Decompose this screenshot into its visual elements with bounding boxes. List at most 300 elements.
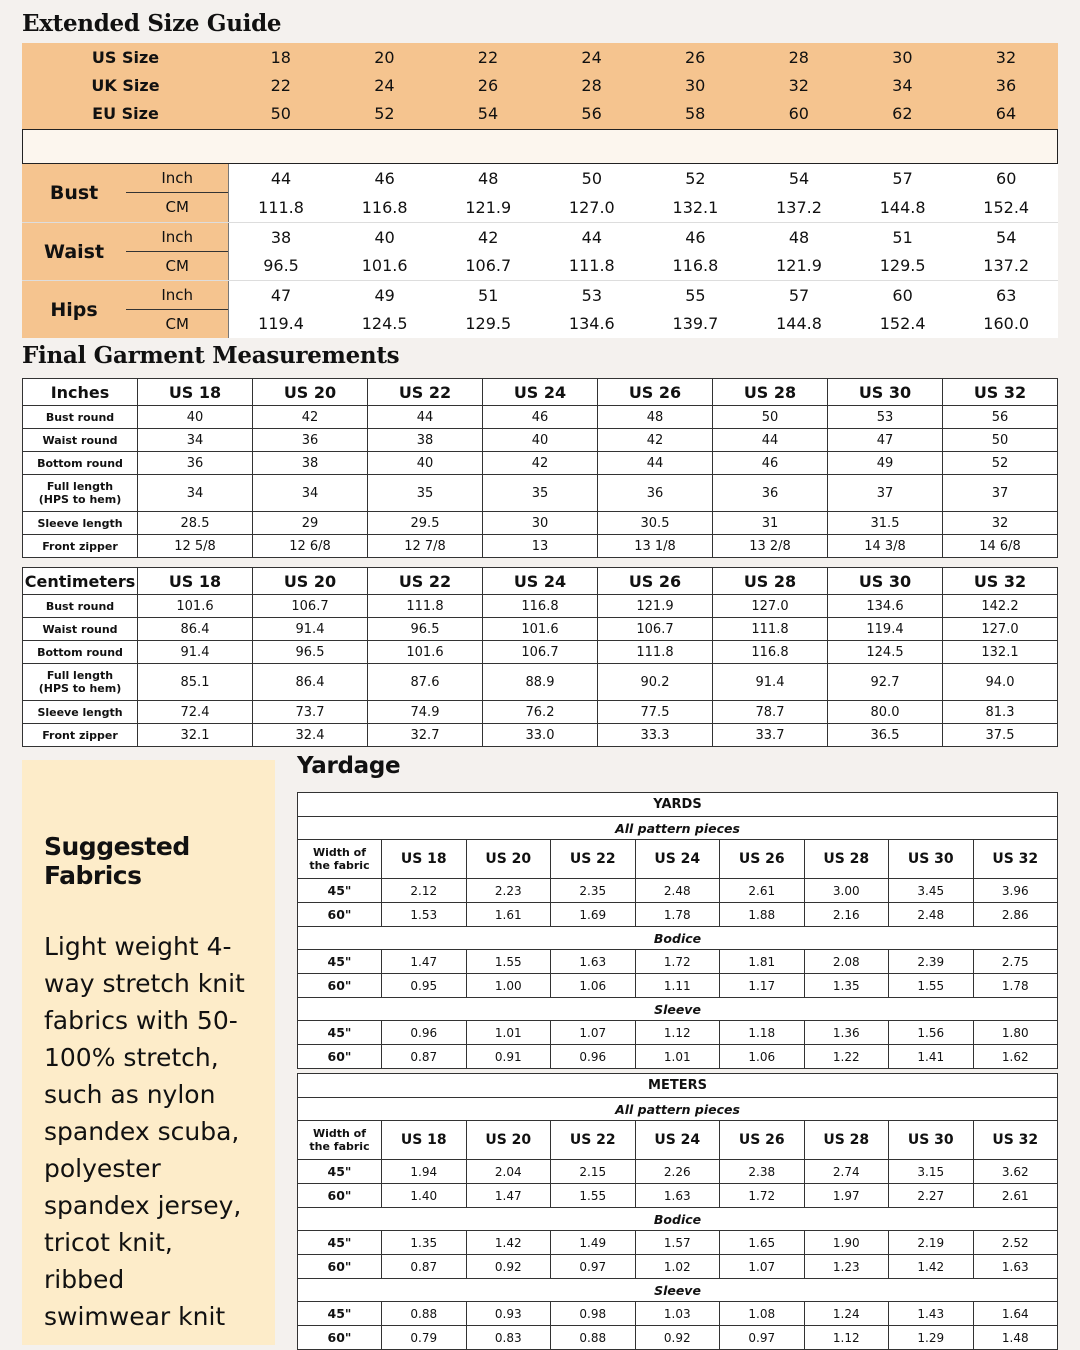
table-row xyxy=(298,1045,1058,1069)
table-cell: 2.75 xyxy=(973,950,1058,974)
table-cell: 1.35 xyxy=(382,1231,467,1255)
measurement-values xyxy=(228,223,1058,280)
table-cell: 36 xyxy=(598,475,713,512)
table-cell: 42 xyxy=(253,406,368,429)
row-label-text: Bottom round xyxy=(37,456,123,470)
table-row xyxy=(298,903,1058,927)
row-label-text: Waist round xyxy=(42,433,118,447)
table-cell: 1.63 xyxy=(551,950,636,974)
row-label-subtext: (HPS to hem) xyxy=(38,493,122,506)
table-row xyxy=(23,618,1058,641)
row-label-text: Waist round xyxy=(42,622,118,636)
measurement-value: 57 xyxy=(788,285,810,305)
row-label xyxy=(23,664,138,701)
size-heading: US 24 xyxy=(635,1121,720,1160)
table-cell: 42 xyxy=(483,452,598,475)
measurement-value: 38 xyxy=(270,227,292,247)
measurement-row xyxy=(229,223,1058,252)
table-cell: 2.04 xyxy=(466,1160,551,1184)
size-value: 50 xyxy=(270,103,291,123)
unit-label: Inch xyxy=(126,223,228,252)
measurement-values xyxy=(228,281,1058,338)
table-cell: 1.64 xyxy=(973,1302,1058,1326)
table-cell: 47 xyxy=(828,429,943,452)
unit-label: CM xyxy=(165,315,189,333)
measurement-units xyxy=(126,281,228,338)
fabric-width: 60" xyxy=(298,903,382,927)
table-cell: 0.79 xyxy=(382,1326,467,1350)
table-cell: 33.3 xyxy=(598,724,713,747)
table-cell: 38 xyxy=(253,452,368,475)
size-row xyxy=(22,71,1058,99)
size-heading: US 26 xyxy=(598,568,713,595)
fabric-width: 60" xyxy=(298,1326,382,1350)
table-cell: 1.12 xyxy=(635,1021,720,1045)
section-heading: Bodice xyxy=(298,1208,1058,1231)
section-heading: Bodice xyxy=(298,927,1058,950)
table-cell: 78.7 xyxy=(713,701,828,724)
measurement-value: 55 xyxy=(685,285,706,305)
table-row xyxy=(298,974,1058,998)
measurement-name: Bust xyxy=(22,164,126,222)
row-label xyxy=(23,641,138,664)
table-row xyxy=(298,1160,1058,1184)
size-value: 26 xyxy=(684,47,706,67)
row-label-text: Bottom round xyxy=(37,645,123,659)
table-cell: 76.2 xyxy=(483,701,598,724)
size-heading: US 30 xyxy=(828,568,943,595)
table-cell: 2.48 xyxy=(889,903,974,927)
size-heading: US 18 xyxy=(382,840,467,879)
measurement-units xyxy=(126,223,228,280)
yardage-yards-table xyxy=(297,792,1058,1069)
table-cell: 12 6/8 xyxy=(253,535,368,558)
row-label xyxy=(23,535,138,558)
size-heading: US 22 xyxy=(368,568,483,595)
table-cell: 111.8 xyxy=(713,618,828,641)
row-label xyxy=(23,701,138,724)
table-cell: 116.8 xyxy=(713,641,828,664)
table-cell: 1.62 xyxy=(973,1045,1058,1069)
measurement-value: 47 xyxy=(270,285,292,305)
table-row xyxy=(23,701,1058,724)
size-row xyxy=(22,99,1058,127)
table-header-row xyxy=(23,379,1058,406)
size-value: 32 xyxy=(788,75,809,95)
table-cell: 50 xyxy=(943,429,1058,452)
table-cell: 80.0 xyxy=(828,701,943,724)
table-cell: 1.36 xyxy=(804,1021,889,1045)
table-cell: 28.5 xyxy=(138,512,253,535)
size-heading: US 20 xyxy=(466,1121,551,1160)
size-heading: US 26 xyxy=(598,379,713,406)
table-cell: 37.5 xyxy=(943,724,1058,747)
table-cell: 46 xyxy=(483,406,598,429)
table-cell: 33.0 xyxy=(483,724,598,747)
size-row-label: US Size xyxy=(91,47,160,67)
table-cell: 73.7 xyxy=(253,701,368,724)
size-value: 62 xyxy=(892,103,913,123)
table-cell: 1.12 xyxy=(804,1326,889,1350)
size-heading: US 32 xyxy=(973,840,1058,879)
size-value: 26 xyxy=(477,75,499,95)
table-cell: 96.5 xyxy=(253,641,368,664)
table-cell: 34 xyxy=(138,429,253,452)
measurement-value: 116.8 xyxy=(672,256,719,276)
measurement-value: 144.8 xyxy=(776,314,822,334)
measurement-value: 40 xyxy=(374,227,395,247)
measurement-name: Hips xyxy=(22,281,126,338)
size-value: 24 xyxy=(374,75,395,95)
size-row xyxy=(22,43,1058,71)
table-cell: 34 xyxy=(138,475,253,512)
table-cell: 85.1 xyxy=(138,664,253,701)
table-cell: 0.91 xyxy=(466,1045,551,1069)
table-cell: 14 6/8 xyxy=(943,535,1058,558)
table-cell: 36 xyxy=(713,475,828,512)
table-row xyxy=(298,1326,1058,1350)
table-cell: 101.6 xyxy=(368,641,483,664)
table-cell: 33.7 xyxy=(713,724,828,747)
measurement-value: 144.8 xyxy=(879,198,926,217)
table-cell: 1.43 xyxy=(889,1302,974,1326)
garment-centimeters-table xyxy=(22,567,1058,747)
table-cell: 2.27 xyxy=(889,1184,974,1208)
table-cell: 1.55 xyxy=(466,950,551,974)
table-cell: 2.23 xyxy=(466,879,551,903)
measurement-value: 121.9 xyxy=(465,198,512,217)
measurement-value: 49 xyxy=(374,285,395,305)
table-cell: 1.41 xyxy=(889,1045,974,1069)
table-cell: 48 xyxy=(598,406,713,429)
table-cell: 91.4 xyxy=(138,641,253,664)
measurement-value: 152.4 xyxy=(983,198,1030,217)
unit-label: Inch xyxy=(126,164,228,193)
size-heading: US 32 xyxy=(943,568,1058,595)
unit-heading: METERS xyxy=(298,1074,1058,1098)
table-cell: 1.65 xyxy=(720,1231,805,1255)
table-cell: 0.88 xyxy=(382,1302,467,1326)
size-heading: US 28 xyxy=(804,1121,889,1160)
table-cell: 56 xyxy=(943,406,1058,429)
measurement-value: 127.0 xyxy=(568,198,615,217)
table-cell: 72.4 xyxy=(138,701,253,724)
table-cell: 32.7 xyxy=(368,724,483,747)
row-label xyxy=(23,595,138,618)
yardage-meters-table xyxy=(297,1073,1058,1350)
table-cell: 2.74 xyxy=(804,1160,889,1184)
size-heading: US 24 xyxy=(483,568,598,595)
size-value: 52 xyxy=(374,103,395,123)
table-cell: 50 xyxy=(713,406,828,429)
size-heading: US 28 xyxy=(713,568,828,595)
table-cell: 86.4 xyxy=(253,664,368,701)
size-value: 36 xyxy=(995,75,1017,95)
size-heading: US 30 xyxy=(889,1121,974,1160)
table-cell: 0.95 xyxy=(382,974,467,998)
table-cell: 1.18 xyxy=(720,1021,805,1045)
measurement-value: 51 xyxy=(892,227,913,247)
measurement-value: 57 xyxy=(892,169,913,188)
size-value: 34 xyxy=(892,75,913,95)
table-cell: 1.48 xyxy=(973,1326,1058,1350)
size-heading: US 18 xyxy=(382,1121,467,1160)
table-cell: 31 xyxy=(713,512,828,535)
table-row xyxy=(298,1302,1058,1326)
table-row xyxy=(23,475,1058,512)
table-cell: 1.08 xyxy=(720,1302,805,1326)
table-cell: 2.52 xyxy=(973,1231,1058,1255)
fabric-width: 45" xyxy=(298,879,382,903)
size-value: 18 xyxy=(270,47,291,67)
body-measurements-table xyxy=(22,164,1058,338)
suggested-fabrics-title: Suggested Fabrics xyxy=(44,832,190,890)
table-cell: 2.26 xyxy=(635,1160,720,1184)
table-cell: 2.08 xyxy=(804,950,889,974)
measurement-row xyxy=(229,252,1058,281)
unit-row xyxy=(298,1074,1058,1098)
table-cell: 119.4 xyxy=(828,618,943,641)
measurement-group xyxy=(22,280,1058,338)
table-cell: 0.92 xyxy=(635,1326,720,1350)
width-label xyxy=(298,840,382,879)
table-cell: 2.86 xyxy=(973,903,1058,927)
table-cell: 1.72 xyxy=(720,1184,805,1208)
size-conversion-header xyxy=(22,43,1058,129)
suggested-fabrics-panel xyxy=(22,760,275,1345)
table-cell: 1.47 xyxy=(466,1184,551,1208)
measurement-value: 134.6 xyxy=(568,314,615,334)
table-cell: 91.4 xyxy=(713,664,828,701)
size-value: 54 xyxy=(477,103,499,123)
measurement-value: 46 xyxy=(685,227,706,247)
row-label-text: Full length xyxy=(46,669,114,682)
table-cell: 101.6 xyxy=(138,595,253,618)
table-cell: 1.94 xyxy=(382,1160,467,1184)
table-cell: 30.5 xyxy=(598,512,713,535)
section-row xyxy=(298,817,1058,840)
section-row xyxy=(298,1098,1058,1121)
unit-heading: YARDS xyxy=(298,793,1058,817)
measurement-value: 129.5 xyxy=(879,256,926,276)
table-cell: 32.1 xyxy=(138,724,253,747)
table-cell: 94.0 xyxy=(943,664,1058,701)
table-cell: 13 xyxy=(483,535,598,558)
table-cell: 42 xyxy=(598,429,713,452)
table-cell: 14 3/8 xyxy=(828,535,943,558)
table-cell: 1.55 xyxy=(889,974,974,998)
unit-label: CM xyxy=(165,257,189,275)
fabric-width: 60" xyxy=(298,974,382,998)
row-label xyxy=(23,475,138,512)
row-label-text: Full length xyxy=(46,480,114,493)
table-cell: 106.7 xyxy=(483,641,598,664)
size-heading: US 22 xyxy=(551,1121,636,1160)
table-cell: 1.61 xyxy=(466,903,551,927)
table-cell: 1.07 xyxy=(551,1021,636,1045)
table-cell: 1.42 xyxy=(466,1231,551,1255)
table-cell: 2.35 xyxy=(551,879,636,903)
measurement-value: 44 xyxy=(270,169,292,188)
table-row xyxy=(23,452,1058,475)
table-cell: 1.01 xyxy=(635,1045,720,1069)
fabric-width: 45" xyxy=(298,1160,382,1184)
table-cell: 1.11 xyxy=(635,974,720,998)
table-cell: 1.80 xyxy=(973,1021,1058,1045)
table-row xyxy=(298,950,1058,974)
size-heading: US 32 xyxy=(973,1121,1058,1160)
table-row xyxy=(23,595,1058,618)
width-label-subtext: the fabric xyxy=(309,1140,370,1153)
measurement-value: 139.7 xyxy=(672,314,719,334)
table-cell: 29 xyxy=(253,512,368,535)
section-heading: Sleeve xyxy=(298,998,1058,1021)
row-label-text: Front zipper xyxy=(42,539,118,553)
size-value: 28 xyxy=(581,75,602,95)
size-row-label: UK Size xyxy=(91,75,160,95)
measurement-units xyxy=(126,164,228,222)
measurement-value: 152.4 xyxy=(879,314,926,334)
measurement-row xyxy=(229,193,1058,222)
table-cell: 30 xyxy=(483,512,598,535)
row-label xyxy=(23,406,138,429)
table-cell: 2.15 xyxy=(551,1160,636,1184)
measurement-value: 50 xyxy=(581,169,602,188)
table-cell: 106.7 xyxy=(253,595,368,618)
size-heading: US 22 xyxy=(368,379,483,406)
table-row xyxy=(298,879,1058,903)
table-cell: 127.0 xyxy=(713,595,828,618)
measurement-value: 54 xyxy=(996,227,1017,247)
table-cell: 77.5 xyxy=(598,701,713,724)
table-cell: 1.88 xyxy=(720,903,805,927)
size-heading: US 28 xyxy=(804,840,889,879)
table-cell: 111.8 xyxy=(598,641,713,664)
table-cell: 1.57 xyxy=(635,1231,720,1255)
final-garment-title: Final Garment Measurements xyxy=(22,342,400,369)
size-value: 22 xyxy=(270,75,291,95)
table-cell: 0.97 xyxy=(551,1255,636,1279)
table-cell: 12 7/8 xyxy=(368,535,483,558)
size-value: 24 xyxy=(581,47,602,67)
table-cell: 2.12 xyxy=(382,879,467,903)
table-cell: 3.96 xyxy=(973,879,1058,903)
size-heading: US 18 xyxy=(138,568,253,595)
size-value: 30 xyxy=(684,75,706,95)
table-cell: 1.06 xyxy=(551,974,636,998)
measurement-row xyxy=(229,310,1058,339)
table-cell: 0.92 xyxy=(466,1255,551,1279)
size-row-label: EU Size xyxy=(92,103,159,123)
table-cell: 124.5 xyxy=(828,641,943,664)
unit-heading: Inches xyxy=(23,379,138,406)
table-cell: 90.2 xyxy=(598,664,713,701)
measurement-value: 63 xyxy=(996,285,1017,305)
size-heading: US 20 xyxy=(466,840,551,879)
table-cell: 127.0 xyxy=(943,618,1058,641)
table-cell: 0.96 xyxy=(382,1021,467,1045)
table-cell: 44 xyxy=(368,406,483,429)
size-value: 32 xyxy=(995,47,1017,67)
table-row xyxy=(23,664,1058,701)
measurement-value: 48 xyxy=(788,227,810,247)
measurement-value: 121.9 xyxy=(776,256,822,276)
row-label xyxy=(23,724,138,747)
table-cell: 1.29 xyxy=(889,1326,974,1350)
measurement-row xyxy=(229,281,1058,310)
table-cell: 87.6 xyxy=(368,664,483,701)
section-row xyxy=(298,998,1058,1021)
table-cell: 32.4 xyxy=(253,724,368,747)
table-header-row xyxy=(298,840,1058,879)
table-cell: 1.00 xyxy=(466,974,551,998)
table-header-row xyxy=(298,1121,1058,1160)
table-cell: 40 xyxy=(368,452,483,475)
unit-label: CM xyxy=(165,198,189,216)
table-cell: 1.90 xyxy=(804,1231,889,1255)
table-cell: 0.87 xyxy=(382,1045,467,1069)
measurement-value: 106.7 xyxy=(465,256,512,276)
row-label xyxy=(23,512,138,535)
table-cell: 1.07 xyxy=(720,1255,805,1279)
size-value: 28 xyxy=(788,47,809,67)
garment-inches-table xyxy=(22,378,1058,558)
table-cell: 44 xyxy=(598,452,713,475)
yardage-title: Yardage xyxy=(297,753,401,779)
table-row xyxy=(298,1184,1058,1208)
table-cell: 46 xyxy=(713,452,828,475)
table-cell: 1.78 xyxy=(973,974,1058,998)
table-cell: 111.8 xyxy=(368,595,483,618)
table-cell: 32 xyxy=(943,512,1058,535)
table-cell: 36 xyxy=(138,452,253,475)
table-cell: 116.8 xyxy=(483,595,598,618)
table-row xyxy=(23,429,1058,452)
table-cell: 1.24 xyxy=(804,1302,889,1326)
table-cell: 132.1 xyxy=(943,641,1058,664)
size-value: 56 xyxy=(581,103,602,123)
size-guide-divider-row xyxy=(22,129,1058,164)
measurement-value: 60 xyxy=(892,285,913,305)
unit-heading: Centimeters xyxy=(23,568,138,595)
fabric-width: 45" xyxy=(298,950,382,974)
table-cell: 1.97 xyxy=(804,1184,889,1208)
table-cell: 1.69 xyxy=(551,903,636,927)
table-cell: 3.45 xyxy=(889,879,974,903)
measurement-value: 60 xyxy=(996,169,1017,188)
size-value: 64 xyxy=(995,103,1017,123)
size-heading: US 26 xyxy=(720,1121,805,1160)
table-row xyxy=(298,1021,1058,1045)
table-cell: 88.9 xyxy=(483,664,598,701)
table-cell: 0.93 xyxy=(466,1302,551,1326)
size-value: 60 xyxy=(788,103,809,123)
row-label-text: Sleeve length xyxy=(37,516,123,530)
table-cell: 2.19 xyxy=(889,1231,974,1255)
table-cell: 40 xyxy=(138,406,253,429)
table-cell: 40 xyxy=(483,429,598,452)
measurement-value: 96.5 xyxy=(263,256,299,276)
table-row xyxy=(23,641,1058,664)
measurement-group xyxy=(22,164,1058,222)
table-cell: 0.98 xyxy=(551,1302,636,1326)
size-value: 58 xyxy=(684,103,706,123)
measurement-value: 137.2 xyxy=(776,198,822,217)
extended-size-guide-title: Extended Size Guide xyxy=(22,10,282,37)
measurement-values xyxy=(228,164,1058,222)
measurement-name: Waist xyxy=(22,223,126,280)
section-heading: All pattern pieces xyxy=(298,817,1058,840)
